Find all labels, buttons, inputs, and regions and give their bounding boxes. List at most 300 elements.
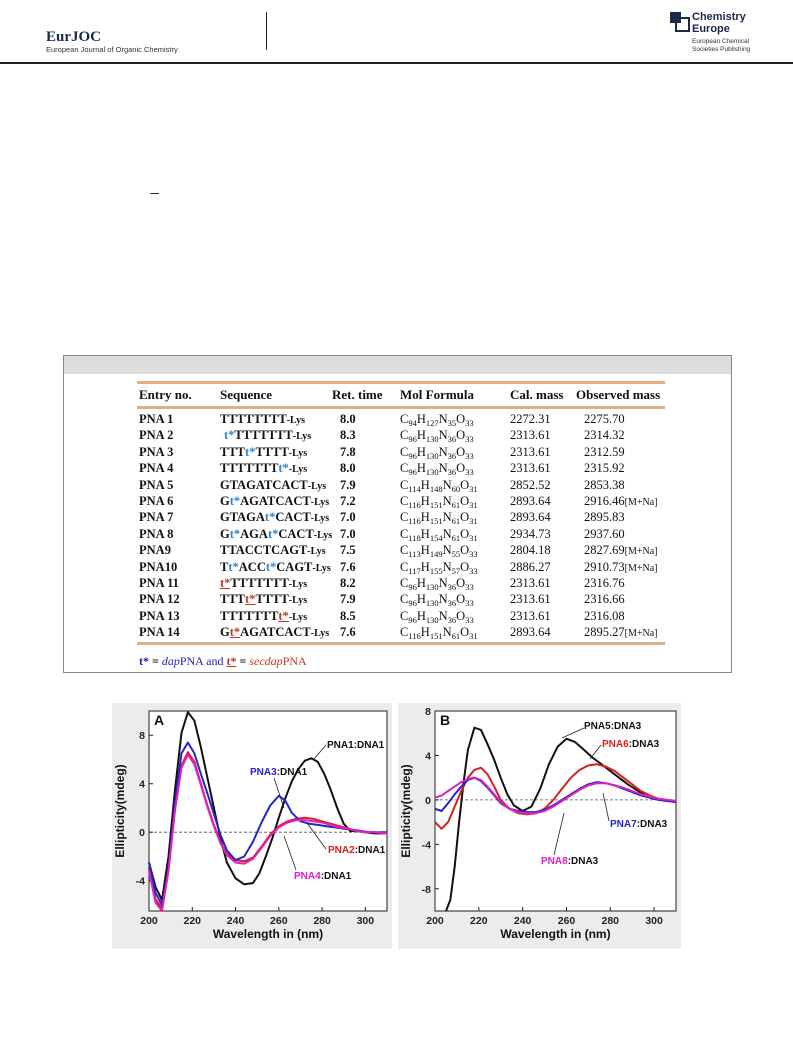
formula-count: 33 — [465, 614, 474, 625]
footnote-pna-and: PNA and — [179, 654, 227, 668]
formula-element: O — [460, 625, 470, 640]
table-cell-formula — [400, 560, 478, 575]
formula-count: 96 — [408, 598, 417, 609]
formula-element: O — [460, 477, 470, 492]
annotation-dna: :DNA3 — [610, 721, 642, 732]
observed-mass-value: 2910.73 — [584, 559, 625, 574]
table-cell-observed-mass — [584, 543, 657, 558]
table-header-cell: Sequence — [220, 387, 272, 402]
formula-count: 96 — [408, 614, 417, 625]
table-cell-formula — [400, 445, 474, 460]
lysine-terminus: -Lys — [310, 497, 330, 508]
formula-count: 96 — [408, 582, 417, 592]
sequence-segment: TTTTTTT — [220, 608, 279, 623]
formula-element: N — [438, 428, 448, 443]
formula-count: 116 — [408, 500, 421, 510]
formula-count: 96 — [408, 450, 417, 461]
formula-count: 130 — [425, 582, 439, 592]
journal-full-name: European Journal of Organic Chemistry — [46, 45, 178, 54]
journal-name: EurJOC — [46, 29, 102, 45]
formula-element: C — [400, 461, 409, 476]
lysine-terminus: -Lys — [313, 529, 333, 541]
x-tick-label: 280 — [313, 915, 331, 927]
lysine-terminus: -Lys — [288, 464, 308, 476]
x-tick-label: 220 — [470, 915, 488, 927]
footnote-equals: = — [236, 654, 250, 668]
formula-count: 36 — [447, 434, 457, 445]
formula-element: C — [400, 592, 409, 607]
figure-header-band — [64, 356, 731, 374]
table-cell-sequence — [220, 609, 307, 624]
observed-mass-value: 2853.38 — [584, 477, 625, 492]
table-cell-observed-mass — [584, 510, 625, 525]
table-cell-formula — [400, 592, 474, 607]
lysine-terminus: -Lys — [310, 628, 330, 640]
formula-element: H — [416, 592, 426, 607]
formula-element: O — [460, 526, 470, 541]
logo-subtitle-line1: European Chemical — [692, 38, 750, 45]
formula-count: 117 — [408, 565, 421, 576]
formula-element: H — [420, 559, 430, 574]
footnote-equals: = — [149, 654, 162, 668]
formula-element: N — [438, 608, 448, 623]
modified-residue: t* — [245, 444, 256, 459]
table-cell-observed-mass — [584, 494, 657, 509]
modified-residue: t* — [267, 526, 279, 541]
table-cell-entry: PNA10 — [139, 559, 178, 574]
formula-count: 36 — [447, 614, 457, 625]
y-tick-label: -4 — [135, 875, 145, 888]
formula-element: N — [438, 412, 448, 426]
table-cell-ret-time: 7.6 — [340, 625, 356, 640]
observed-mass-value: 2916.46 — [584, 494, 625, 508]
table-cell-ret-time: 7.9 — [340, 477, 356, 492]
formula-count: 151 — [429, 516, 443, 527]
x-axis-label: Wavelength in (nm) — [212, 927, 324, 941]
cd-spectrum-panel-b — [398, 703, 681, 949]
header-rule — [0, 62, 793, 64]
x-tick-label: 260 — [557, 915, 576, 927]
table-cell-cal-mass: 2893.64 — [510, 494, 551, 508]
table-header-rule — [137, 406, 665, 409]
formula-count: 130 — [425, 450, 439, 461]
formula-count: 55 — [451, 549, 461, 560]
y-tick-label: -4 — [421, 839, 431, 852]
formula-count: 36 — [447, 582, 457, 592]
sequence-segment: GTAGA — [220, 510, 265, 525]
modified-residue: t* — [245, 592, 256, 607]
formula-element: C — [400, 510, 409, 525]
y-axis-label: Ellipticity(mdeg) — [399, 764, 413, 858]
text-dash-mark — [150, 193, 159, 194]
x-tick-label: 240 — [513, 915, 532, 927]
table-cell-ret-time: 8.0 — [340, 412, 356, 426]
formula-element: C — [400, 625, 409, 640]
table-cell-entry: PNA 3 — [139, 444, 174, 459]
table-cell-sequence — [220, 494, 329, 509]
table-cell-entry: PNA 5 — [139, 477, 174, 492]
table-cell-cal-mass: 2313.61 — [510, 608, 551, 623]
formula-element: N — [442, 477, 452, 492]
table-cell-observed-mass — [584, 592, 625, 607]
table-cell-formula — [400, 428, 474, 443]
cd-spectrum-panel-a — [112, 703, 392, 949]
formula-element: N — [438, 444, 448, 459]
table-cell-sequence — [220, 576, 307, 591]
table-header-cell: Observed mass — [576, 387, 661, 402]
formula-element: H — [420, 526, 430, 541]
table-cell-formula — [400, 527, 478, 542]
formula-element: H — [416, 444, 426, 459]
table-cell-entry: PNA 14 — [139, 625, 180, 640]
footnote-dap-term: dap — [161, 654, 180, 668]
footnote-pna: PNA — [282, 654, 307, 668]
table-cell-formula — [400, 510, 478, 525]
formula-count: 96 — [408, 434, 417, 445]
sequence-segment: GTAGATCACT — [220, 477, 308, 492]
lysine-terminus: -Lys — [286, 415, 306, 426]
observed-mass-adduct: [M+Na] — [624, 546, 658, 558]
table-cell-ret-time: 8.3 — [340, 428, 356, 443]
formula-element: H — [420, 543, 430, 558]
series-annotation — [250, 767, 308, 778]
table-cell-observed-mass — [584, 576, 625, 591]
formula-element: N — [438, 461, 448, 476]
formula-count: 61 — [451, 631, 461, 642]
modified-residue: t* — [278, 461, 289, 476]
formula-count: 130 — [425, 614, 439, 625]
series-annotation — [541, 856, 599, 867]
annotation-pna: PNA3 — [250, 767, 277, 778]
table-cell-cal-mass: 2313.61 — [510, 444, 551, 459]
table-cell-ret-time: 7.6 — [340, 559, 356, 574]
formula-count: 36 — [447, 450, 457, 461]
formula-count: 118 — [408, 532, 421, 543]
sequence-segment: TTT — [220, 592, 246, 607]
lysine-terminus: -Lys — [288, 447, 308, 459]
series-annotation — [327, 740, 385, 751]
formula-element: N — [438, 592, 448, 607]
sequence-segment: G — [220, 494, 230, 508]
table-cell-entry: PNA 7 — [139, 510, 174, 525]
formula-count: 33 — [465, 434, 474, 445]
formula-count: 33 — [465, 450, 474, 461]
observed-mass-value: 2314.32 — [584, 428, 625, 443]
table-cell-cal-mass: 2313.61 — [510, 428, 551, 443]
annotation-pna: PNA6 — [602, 739, 629, 750]
observed-mass-value: 2316.66 — [584, 592, 625, 607]
formula-count: 94 — [408, 418, 417, 428]
sequence-segment: G — [220, 526, 230, 541]
annotation-dna: :DNA3 — [628, 739, 660, 750]
annotation-dna: :DNA3 — [636, 819, 668, 830]
x-tick-label: 220 — [183, 915, 202, 927]
formula-element: O — [460, 510, 470, 525]
formula-element: C — [400, 543, 409, 558]
formula-count: 31 — [469, 500, 478, 510]
sequence-segment: TTTTTTT — [234, 428, 293, 443]
lysine-terminus: -Lys — [307, 480, 327, 492]
formula-element: H — [416, 461, 426, 476]
logo-subtitle-line2: Societies Publishing — [692, 46, 751, 53]
table-cell-observed-mass — [584, 412, 625, 427]
table-cell-sequence — [220, 543, 326, 558]
table-header-cell: Cal. mass — [510, 387, 564, 402]
table-cell-ret-time: 7.9 — [340, 592, 356, 607]
table-cell-entry: PNA 12 — [139, 592, 180, 607]
y-axis-label: Ellipticity(mdeg) — [113, 764, 127, 858]
table-cell-formula — [400, 478, 478, 493]
table-cell-formula — [400, 625, 478, 640]
formula-element: H — [420, 625, 430, 640]
formula-element: H — [416, 608, 426, 623]
observed-mass-adduct: [M+Na] — [624, 562, 658, 574]
table-cell-ret-time: 7.0 — [340, 526, 356, 541]
x-tick-label: 240 — [226, 915, 245, 927]
sequence-segment: TTTT — [255, 444, 289, 459]
series-annotation — [328, 845, 386, 856]
lysine-terminus: -Lys — [288, 595, 308, 607]
sequence-segment: CACT — [278, 526, 314, 541]
table-cell-cal-mass: 2852.52 — [510, 477, 551, 492]
formula-element: O — [456, 576, 466, 590]
formula-element: H — [420, 494, 430, 508]
observed-mass-value: 2316.76 — [584, 576, 625, 590]
lysine-terminus: -Lys — [288, 611, 308, 623]
table-cell-sequence — [220, 527, 332, 542]
table-cell-sequence — [224, 428, 311, 443]
table-cell-cal-mass: 2893.64 — [510, 510, 551, 525]
table-cell-observed-mass — [584, 560, 657, 575]
table-cell-cal-mass: 2313.61 — [510, 576, 551, 590]
table-cell-observed-mass — [584, 478, 625, 493]
sequence-segment: TTTT — [255, 592, 289, 607]
formula-element: N — [442, 494, 452, 508]
lysine-terminus: -Lys — [312, 562, 331, 574]
formula-element: H — [416, 428, 426, 443]
table-cell-ret-time: 7.0 — [340, 510, 356, 525]
table-cell-formula — [400, 412, 474, 427]
table-cell-sequence — [220, 510, 329, 525]
formula-element: C — [400, 477, 409, 492]
table-cell-ret-time: 8.2 — [340, 576, 356, 590]
table-cell-ret-time: 7.5 — [340, 543, 356, 558]
modified-residue: t* — [229, 526, 241, 541]
observed-mass-adduct: [M+Na] — [624, 628, 658, 640]
table-cell-ret-time: 7.2 — [340, 494, 356, 508]
formula-element: O — [460, 494, 470, 508]
y-tick-label: 8 — [139, 730, 145, 743]
observed-mass-value: 2895.83 — [584, 510, 625, 525]
formula-count: 113 — [408, 549, 421, 560]
x-tick-label: 260 — [270, 915, 288, 927]
formula-count: 33 — [465, 418, 474, 428]
formula-count: 151 — [429, 631, 443, 642]
x-tick-label: 280 — [601, 915, 620, 927]
series-annotation — [610, 819, 668, 830]
table-cell-cal-mass: 2313.61 — [510, 461, 551, 476]
formula-count: 33 — [469, 549, 478, 560]
table-cell-cal-mass: 2886.27 — [510, 559, 551, 574]
modified-residue: t* — [229, 494, 241, 508]
formula-count: 154 — [429, 532, 443, 543]
formula-count: 155 — [429, 565, 443, 576]
table-figure — [63, 355, 732, 673]
observed-mass-value: 2312.59 — [584, 444, 625, 459]
formula-count: 116 — [408, 516, 421, 527]
formula-count: 57 — [451, 565, 461, 576]
annotation-dna: :DNA1 — [320, 871, 352, 882]
formula-count: 33 — [465, 582, 474, 592]
table-cell-sequence — [220, 592, 307, 607]
formula-count: 60 — [451, 483, 461, 494]
annotation-pna: PNA1 — [327, 740, 354, 751]
formula-count: 61 — [451, 500, 461, 510]
table-cell-sequence — [220, 478, 326, 493]
formula-count: 130 — [425, 434, 439, 445]
cd-chart-b — [398, 703, 681, 949]
formula-element: O — [460, 559, 470, 574]
x-tick-label: 300 — [645, 915, 663, 927]
table-cell-formula — [400, 609, 474, 624]
formula-count: 114 — [408, 483, 421, 494]
table-cell-entry: PNA 4 — [139, 461, 174, 476]
series-annotation — [294, 871, 352, 882]
observed-mass-value: 2827.69 — [584, 543, 625, 558]
formula-element: O — [456, 412, 466, 426]
series-annotation — [584, 721, 642, 732]
formula-count: 116 — [408, 631, 421, 642]
table-cell-cal-mass: 2934.73 — [510, 526, 551, 541]
formula-element: N — [442, 559, 452, 574]
modified-residue: t* — [224, 428, 235, 443]
table-cell-entry: PNA 11 — [139, 576, 179, 590]
formula-element: H — [416, 412, 426, 426]
table-cell-sequence — [220, 560, 331, 575]
table-cell-entry: PNA 8 — [139, 526, 174, 541]
sequence-segment: G — [220, 625, 230, 640]
y-tick-label: -8 — [421, 883, 431, 896]
header-divider — [266, 12, 267, 50]
formula-count: 31 — [469, 631, 478, 642]
table-header-cell: Entry no. — [139, 387, 192, 402]
observed-mass-value: 2895.27 — [584, 625, 625, 640]
observed-mass-value: 2316.08 — [584, 608, 625, 623]
table-cell-sequence — [220, 625, 329, 640]
annotation-pna: PNA2 — [328, 845, 355, 856]
annotation-dna: :DNA1 — [353, 740, 385, 751]
formula-element: O — [456, 444, 466, 459]
chemistry-europe-logo-icon — [670, 12, 690, 32]
formula-count: 149 — [429, 549, 443, 560]
formula-element: O — [456, 461, 466, 476]
lysine-terminus: -Lys — [307, 546, 326, 558]
formula-element: O — [456, 608, 466, 623]
formula-count: 33 — [469, 565, 478, 576]
table-cell-sequence — [220, 412, 305, 427]
table-cell-ret-time: 8.5 — [340, 608, 356, 623]
table-cell-formula — [400, 543, 478, 558]
sequence-segment: AGA — [240, 526, 268, 541]
table-cell-entry: PNA9 — [139, 543, 171, 558]
y-tick-label: 4 — [139, 778, 145, 791]
x-tick-label: 300 — [356, 915, 375, 927]
formula-count: 96 — [408, 467, 417, 478]
annotation-dna: :DNA1 — [276, 767, 308, 778]
table-cell-observed-mass — [584, 461, 625, 476]
formula-count: 31 — [469, 483, 478, 494]
panel-label: A — [154, 712, 165, 728]
formula-element: N — [438, 576, 448, 590]
observed-mass-value: 2315.92 — [584, 461, 625, 476]
formula-element: H — [420, 510, 430, 525]
series-annotation — [602, 739, 660, 750]
cd-chart-a — [112, 703, 392, 949]
observed-mass-adduct: [M+Na] — [624, 497, 658, 508]
x-tick-label: 200 — [426, 915, 444, 927]
table-cell-ret-time: 7.8 — [340, 444, 356, 459]
table-cell-observed-mass — [584, 527, 625, 542]
annotation-pna: PNA5 — [584, 721, 611, 732]
formula-count: 151 — [429, 500, 443, 510]
formula-element: N — [442, 543, 452, 558]
modified-residue: t* — [229, 625, 241, 640]
formula-element: N — [442, 625, 452, 640]
sequence-segment: TTTTTTTT — [220, 412, 287, 426]
table-bottom-rule — [137, 642, 665, 645]
formula-count: 127 — [425, 418, 439, 428]
lysine-terminus: -Lys — [292, 431, 312, 443]
table-cell-cal-mass: 2804.18 — [510, 543, 551, 558]
observed-mass-value: 2275.70 — [584, 412, 625, 426]
table-cell-cal-mass: 2313.61 — [510, 592, 551, 607]
formula-element: O — [460, 543, 470, 558]
annotation-pna: PNA7 — [610, 819, 637, 830]
table-cell-formula — [400, 494, 478, 509]
formula-count: 61 — [451, 532, 461, 543]
table-footnote — [139, 654, 307, 669]
formula-element: N — [442, 526, 452, 541]
formula-element: O — [456, 592, 466, 607]
modified-residue: t* — [264, 510, 276, 525]
footnote-secdap-symbol: t* — [226, 654, 237, 668]
formula-count: 31 — [469, 516, 478, 527]
formula-element: H — [420, 477, 430, 492]
y-tick-label: 8 — [425, 706, 431, 718]
formula-element: C — [400, 428, 409, 443]
sequence-segment: TTTTTTT — [230, 576, 289, 590]
formula-count: 130 — [425, 467, 439, 478]
formula-count: 31 — [469, 532, 478, 543]
sequence-segment: TTTTTTT — [220, 461, 279, 476]
formula-element: N — [442, 510, 452, 525]
formula-element: C — [400, 576, 409, 590]
y-tick-label: 4 — [425, 750, 431, 763]
table-header-cell: Ret. time — [332, 387, 383, 402]
annotation-dna: :DNA1 — [354, 845, 386, 856]
table-cell-entry: PNA 2 — [139, 428, 174, 443]
formula-count: 36 — [447, 467, 457, 478]
table-cell-cal-mass: 2272.31 — [510, 412, 551, 426]
modified-residue: t* — [265, 559, 277, 574]
footnote-dap-symbol: t* — [139, 654, 149, 668]
logo-title-line1: Chemistry — [692, 11, 746, 23]
table-cell-entry: PNA 6 — [139, 494, 174, 508]
panel-label: B — [440, 712, 451, 728]
table-cell-cal-mass: 2893.64 — [510, 625, 551, 640]
sequence-segment: T — [220, 559, 229, 574]
table-cell-ret-time: 8.0 — [340, 461, 356, 476]
